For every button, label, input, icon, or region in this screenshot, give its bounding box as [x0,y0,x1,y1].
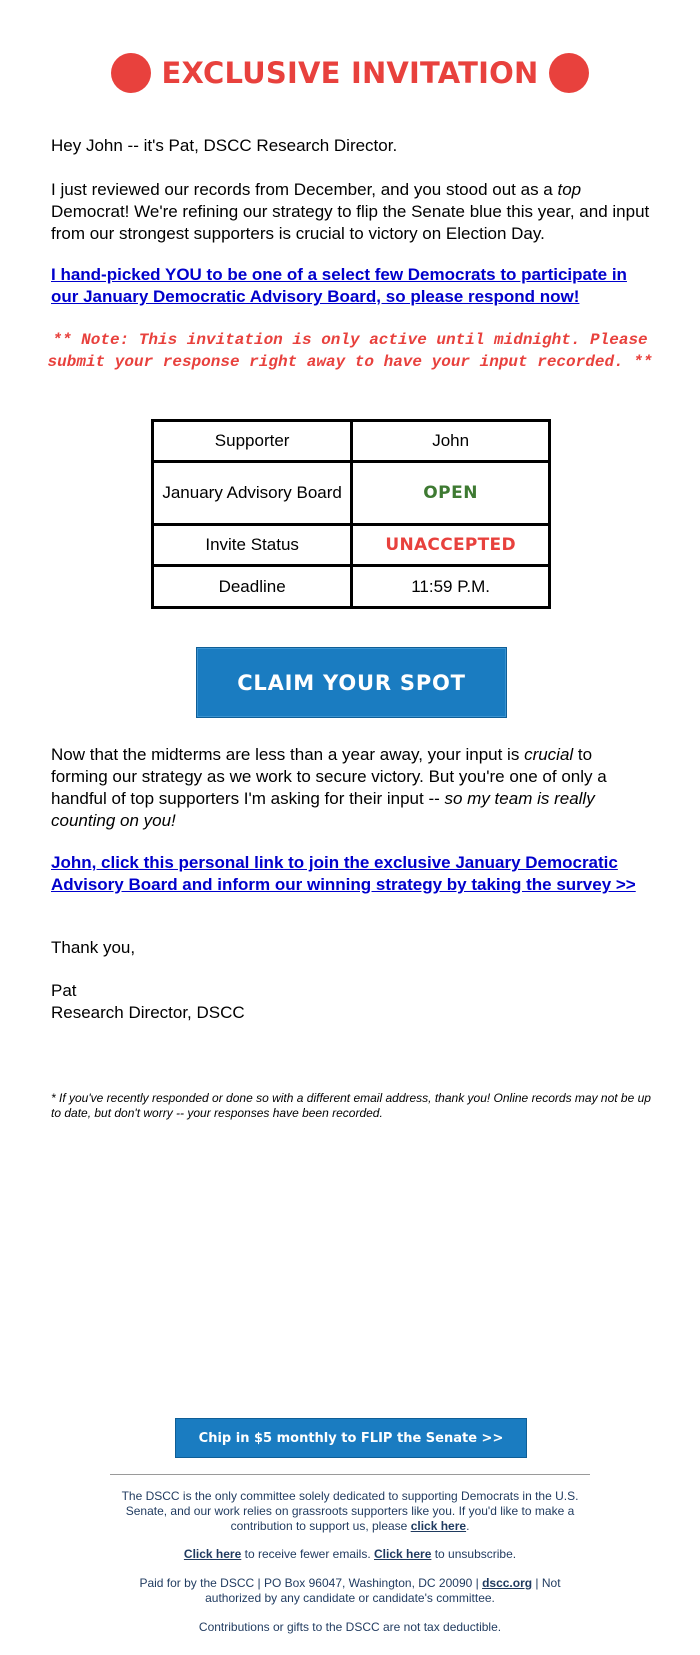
footer-divider [110,1474,590,1475]
row-label: Deadline [153,566,352,608]
handpicked-paragraph [51,264,651,308]
personal-survey-link[interactable]: John, click this personal link to join the exclusive January Democratic Advisory Board and inform our winning strategy by taking the survey >> [51,853,636,894]
personal-link-paragraph [51,852,651,896]
thanks-line: Thank you, [51,938,136,957]
footer-paid-for [110,1576,590,1606]
intro-italic: top [557,180,582,199]
greeting-paragraph: Hey John -- it's Pat, DSCC Research Director. [51,136,398,155]
intro-paragraph [51,179,651,245]
table-row [153,525,550,566]
fewer-emails-link[interactable]: Click here [183,1547,242,1561]
red-dot-right-icon [549,53,589,93]
midterms-text-2: to forming our strategy as we work to secure victory. But you're one of only a handful of top supporters I'm asking for their input -- [51,745,607,808]
handpicked-link[interactable]: I hand-picked YOU to be one of a select few Democrats to participate in our January Democratic Advisory Board, so please respond now! [51,265,627,306]
intro-text-1: I just reviewed our records from December, and you stood out as a [51,180,558,199]
signature-title: Research Director, DSCC [51,1003,245,1022]
row-value-open: OPEN [352,462,550,525]
row-label: Invite Status [153,525,352,566]
midterms-italic-1: crucial [524,745,574,764]
banner-title: EXCLUSIVE INVITATION [161,56,539,90]
row-label: January Advisory Board [153,462,352,525]
footer-tax-note: Contributions or gifts to the DSCC are not tax deductible. [198,1620,502,1634]
unsubscribe-text: to unsubscribe. [431,1547,517,1561]
table-row [153,421,550,462]
deadline-note: ** Note: This invitation is only active until midnight. Please submit your response right away to have your input recorded. ** [47,331,653,371]
header-banner [0,50,700,96]
footer-about [110,1489,590,1534]
red-dot-left-icon [111,53,151,93]
table-row [153,566,550,608]
footer-email-prefs [110,1547,590,1562]
paid-text: Paid for by the DSCC | PO Box 96047, Washington, DC 20090 | [139,1576,483,1590]
midterms-text-1: Now that the midterms are less than a year away, your input is [51,745,525,764]
claim-spot-button[interactable]: CLAIM YOUR SPOT [196,647,507,718]
row-value: John [352,421,550,462]
row-value-unaccepted: UNACCEPTED [352,525,550,566]
dscc-site-link[interactable]: dscc.org [482,1576,533,1590]
signature-name: Pat [51,981,77,1000]
midterms-italic-2: so my team is really counting on you! [51,789,595,830]
midterms-paragraph [51,744,651,832]
table-row [153,462,550,525]
about-text: The DSCC is the only committee solely dedicated to supporting Democrats in the U.S. Senate, and our work relies on grassroots supporters like you. If you'd like to make a contribution to support us, please [121,1489,579,1533]
intro-text-2: Democrat! We're refining our strategy to flip the Senate blue this year, and input from our strongest supporters is crucial to victory on Election Day. [51,202,650,243]
row-label: Supporter [153,421,352,462]
signature [51,980,651,1024]
footnote: * If you've recently responded or done so with a different email address, thank you! Online records may not be up to date, but don't worry -- your responses have been recorded. [51,1091,651,1120]
contribute-link[interactable]: click here [410,1519,467,1533]
row-value: 11:59 P.M. [352,566,550,608]
about-end: . [466,1519,470,1533]
paid-end: | Not authorized by any candidate or candidate's committee. [205,1576,561,1605]
invitation-status-table [151,419,551,609]
unsubscribe-link[interactable]: Click here [374,1547,432,1561]
chip-in-button[interactable]: Chip in $5 monthly to FLIP the Senate >> [175,1418,527,1458]
fewer-emails-text: to receive fewer emails. [241,1547,374,1561]
